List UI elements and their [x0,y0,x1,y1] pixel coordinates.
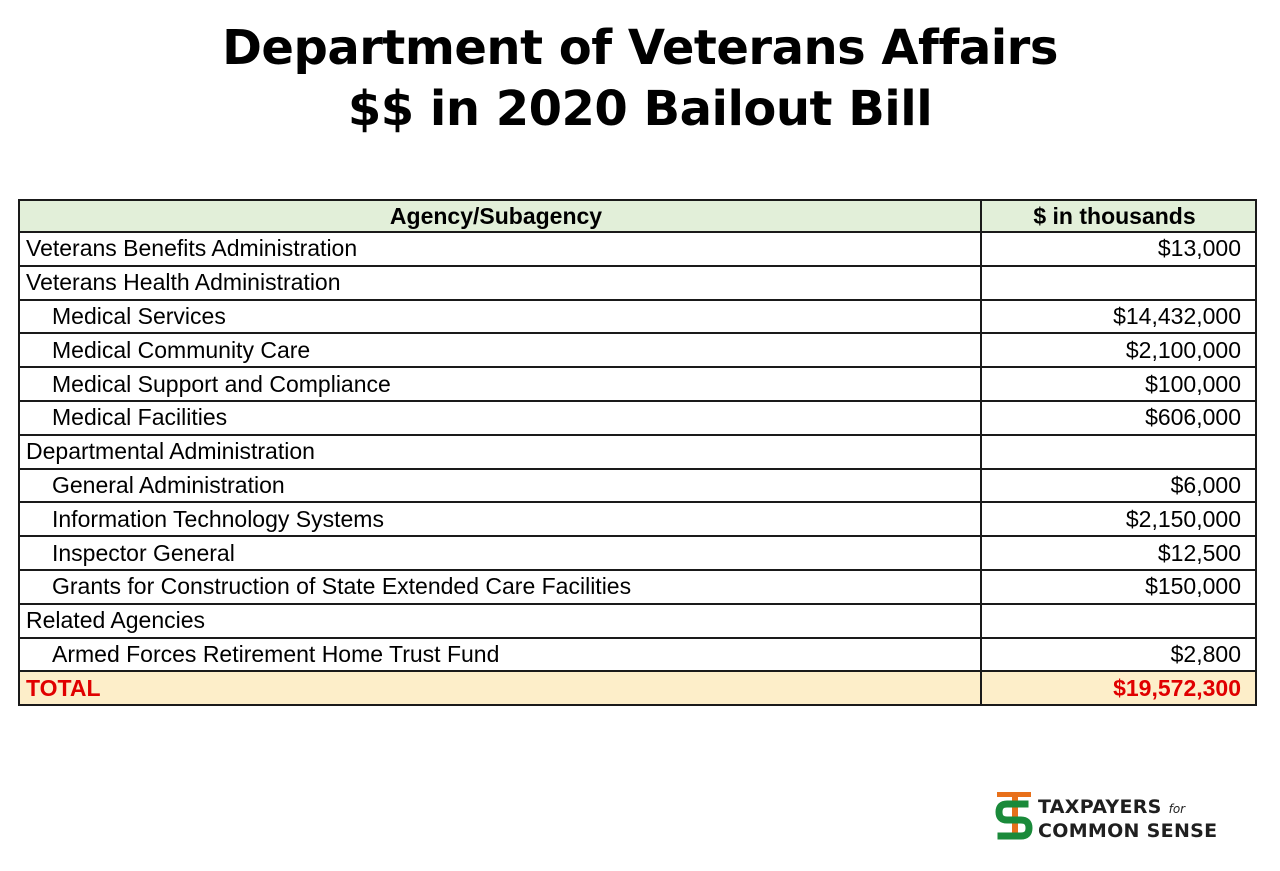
table-row [19,300,1256,334]
row-amount: $100,000 [981,367,1256,401]
table-row [19,401,1256,435]
logo-text [1038,796,1217,842]
title-line-2: $$ in 2020 Bailout Bill [347,81,933,137]
row-amount: $150,000 [981,570,1256,604]
logo-for: for [1168,802,1186,816]
table-row [19,333,1256,367]
row-label: Medical Facilities [19,401,981,435]
row-amount: $12,500 [981,536,1256,570]
title-line-1: Department of Veterans Affairs [222,20,1058,76]
row-label: Medical Community Care [19,333,981,367]
row-amount [981,435,1256,469]
row-amount [981,604,1256,638]
dollar-sign-logo-icon [995,792,1033,844]
column-header-amount: $ in thousands [981,200,1256,232]
row-label: Inspector General [19,536,981,570]
row-label: Veterans Benefits Administration [19,232,981,266]
budget-table [18,199,1257,706]
row-amount: $13,000 [981,232,1256,266]
row-label: Departmental Administration [19,435,981,469]
logo-line-2: COMMON SENSE [1038,820,1218,842]
table-row [19,604,1256,638]
row-label: Related Agencies [19,604,981,638]
row-label: Information Technology Systems [19,502,981,536]
row-amount: $2,100,000 [981,333,1256,367]
table-row [19,435,1256,469]
total-row [19,671,1256,705]
table-row [19,367,1256,401]
column-header-agency: Agency/Subagency [19,200,981,232]
taxpayers-logo [995,792,1235,844]
row-amount: $2,150,000 [981,502,1256,536]
row-label: General Administration [19,469,981,503]
table-row [19,266,1256,300]
table-row [19,469,1256,503]
table-header-row [19,200,1256,232]
row-amount: $606,000 [981,401,1256,435]
table-row [19,502,1256,536]
row-amount: $2,800 [981,638,1256,672]
table-row [19,232,1256,266]
total-amount: $19,572,300 [981,671,1256,705]
page-title [0,18,1280,140]
logo-line-1: TAXPAYERS [1038,796,1162,818]
row-label: Grants for Construction of State Extended Care Facilities [19,570,981,604]
row-label: Armed Forces Retirement Home Trust Fund [19,638,981,672]
table-row [19,638,1256,672]
table-row [19,570,1256,604]
total-label: TOTAL [19,671,981,705]
row-label: Medical Support and Compliance [19,367,981,401]
table-row [19,536,1256,570]
row-amount: $6,000 [981,469,1256,503]
row-amount [981,266,1256,300]
row-label: Veterans Health Administration [19,266,981,300]
row-label: Medical Services [19,300,981,334]
row-amount: $14,432,000 [981,300,1256,334]
